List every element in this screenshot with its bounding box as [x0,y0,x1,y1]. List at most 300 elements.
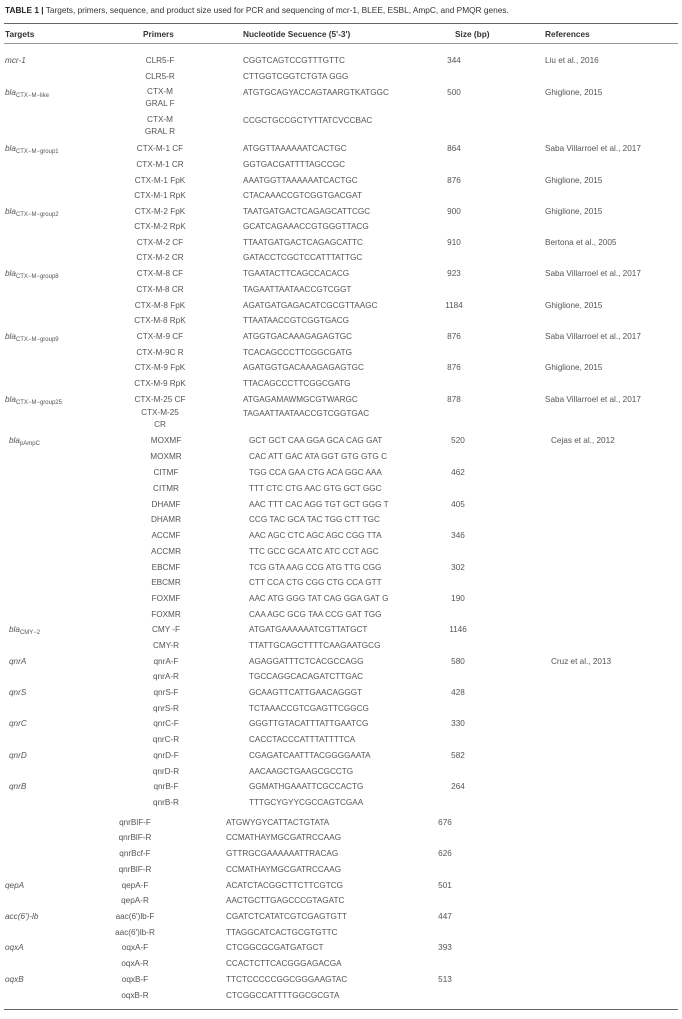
primer-name: qepA-R [121,896,149,905]
primer-name: CTX-M-9 RpK [134,379,186,388]
cell-sequence: AGAGGATTTCTCACGCCAGG [249,657,364,666]
cell-size: 405 [451,500,465,509]
target-name: bla [5,332,16,341]
primer-name: CITMF [153,468,179,477]
table-row [0,717,682,730]
table-top-rule [4,23,678,24]
cell-sequence: TTAATGATGACTCAGAGCATTC [243,238,363,247]
primer-name: CITMR [153,484,179,493]
cell-primer [90,926,180,939]
table-row [0,941,682,954]
primer-name: CTX-M-2 FpK [134,207,186,216]
cell-primer [115,361,205,374]
primer-name: qnrBlF-F [119,818,151,827]
cell-target [5,910,38,923]
cell-sequence: ATGTGCAGYACCAGTAARGTKATGGC [243,88,389,97]
cell-size: 393 [438,943,452,952]
cell-primer [115,158,205,171]
cell-primer [121,686,211,699]
cell-sequence: GGMATHGAAATTCGCCACTG [249,782,364,791]
table-row [0,561,682,574]
column-header-targets: Targets [5,29,35,39]
column-header-references: References [545,29,590,39]
primer-name: CTX-M-1 CR [136,160,184,169]
cell-size: 900 [447,207,461,216]
cell-sequence: CACCTACCCATTTATTTTCA [249,735,356,744]
primer-name: CTX-M-1 CF [136,144,184,153]
cell-sequence: AAC AGC CTC AGC AGC CGG TTA [249,531,382,540]
cell-sequence: CTCGGCGCGATGATGCT [226,943,324,952]
target-name: qnrD [9,751,27,760]
cell-reference: Cruz et al., 2013 [551,657,612,666]
cell-primer [115,236,205,249]
cell-sequence: ATGAGAMAWMGCGTWARGC [243,395,358,404]
table-row [0,407,682,429]
primer-name: CTX-M-2 CR [136,253,184,262]
column-header-sequence: Nucleotide Secuence (5'-3') [243,29,351,39]
primer-name: FOXMF [151,594,181,603]
table-row [0,608,682,621]
cell-sequence: AACAAGCTGAAGCGCCTG [249,767,354,776]
cell-primer [115,393,205,406]
target-name: qnrS [9,688,27,697]
target-name: qnrA [9,657,27,666]
cell-sequence: TCG GTA AAG CCG ATG TTG CGG [249,563,382,572]
cell-sequence: AGATGATGAGACATCGCGTTAAGC [243,301,378,310]
primer-name: CTX-M-8 RpK [134,316,186,325]
cell-primer [115,251,205,264]
primer-name: DHAMR [150,515,182,524]
cell-primer [90,879,180,892]
cell-size: 582 [451,751,465,760]
table-bottom-rule [4,1009,678,1010]
table-row [0,926,682,939]
cell-primer [115,220,205,233]
cell-size: 864 [447,144,461,153]
cell-sequence: TGAATACTTCAGCCACACG [243,269,350,278]
target-name: bla [9,436,20,445]
table-row [0,174,682,187]
cell-sequence: TTATTGCAGCTTTTCAAGAATGCG [249,641,381,650]
primer-name: CMY -F [151,625,181,634]
cell-sequence: ATGWYGYCATTACTGTATA [226,818,330,827]
table-row [0,513,682,526]
table-header-rule [4,43,678,44]
cell-sequence: TTAGGCATCACTGCGTGTTC [226,928,338,937]
cell-sequence: CTACAAACCGTCGGTGACGAT [243,191,362,200]
target-subscript: CTX−M−group1 [15,149,59,155]
cell-target [9,686,26,699]
cell-primer [121,482,211,495]
table-row [0,283,682,296]
cell-sequence: TAGAATTAATAACCGTCGGT [243,285,352,294]
cell-reference: Saba Villarroel et al., 2017 [545,395,641,404]
cell-sequence: TTC GCC GCA ATC ATC CCT AGC [249,547,379,556]
cell-target [5,142,59,159]
cell-sequence: TTACAGCCCTTCGGCGATG [243,379,351,388]
table-row [0,780,682,793]
cell-primer [121,561,211,574]
primer-name: oqxB-F [121,975,149,984]
cell-target [9,434,40,451]
column-header-size: Size (bp) [455,29,490,39]
cell-primer [121,717,211,730]
primer-name: CTX-M-1 FpK [134,176,186,185]
target-subscript: CTX−M−like [15,93,49,99]
primer-name-line2: CR [154,420,166,429]
table-row [0,765,682,778]
target-subscript: CTX−M−group2 [15,212,59,218]
cell-primer [121,639,211,652]
primer-name: qnrBlF-R [118,833,152,842]
cell-primer [121,765,211,778]
primer-name: FOXMR [151,610,181,619]
cell-primer [121,434,211,447]
primer-name: oqxB-R [121,991,149,1000]
cell-primer [121,576,211,589]
table-row [0,314,682,327]
primer-name: qnrS-F [153,688,179,697]
primer-name: CTX-M-2 RpK [134,222,186,231]
cell-primer [90,941,180,954]
cell-sequence: ATGGTTAAAAAATCACTGC [243,144,347,153]
cell-size: 302 [451,563,465,572]
cell-size: 500 [447,88,461,97]
target-subscript: CTX−M−group9 [15,337,59,343]
table-row [0,686,682,699]
table-row [0,220,682,233]
cell-sequence: GCAAGTTCATTGAACAGGGT [249,688,363,697]
primer-name: CTX-M-8 CR [136,285,184,294]
table-row [0,377,682,390]
cell-target [5,86,49,103]
cell-primer [115,70,205,83]
table-row [0,434,682,447]
table-row [0,670,682,683]
primer-name: DHAMF [151,500,181,509]
cell-sequence: AAC TTT CAC AGG TGT GCT GGG T [249,500,389,509]
table-row [0,529,682,542]
cell-sequence: ATGATGAAAAAATCGTTATGCT [249,625,368,634]
cell-primer [121,450,211,463]
cell-size: 923 [447,269,461,278]
primer-name: CTX-M [147,87,173,96]
cell-primer [121,733,211,746]
cell-sequence: AGATGGTGACAAAGAGAGTGC [243,363,364,372]
table-row [0,482,682,495]
cell-primer [121,608,211,621]
cell-size: 876 [447,176,461,185]
target-name: acc(6')-lb [5,912,39,921]
cell-size: 447 [438,912,452,921]
table-row [0,189,682,202]
table-row [0,54,682,67]
table-row [0,346,682,359]
cell-size: 462 [451,468,465,477]
table-row [0,299,682,312]
primer-name: qepA-F [121,881,149,890]
cell-target [9,749,27,762]
cell-target [5,879,24,892]
target-name: bla [5,144,16,153]
cell-primer [115,114,205,138]
cell-sequence: TCACAGCCCTTCGGCGATG [243,348,353,357]
cell-primer [121,796,211,809]
primer-name: CLR5-R [145,72,175,81]
table-row [0,361,682,374]
cell-size: 520 [451,436,465,445]
primer-name: aac(6')lb-R [115,928,155,937]
primer-name: qnrS-R [153,704,179,713]
table-row [0,251,682,264]
cell-size: 1184 [445,301,463,310]
cell-size: 428 [451,688,465,697]
primer-name: ACCMF [151,531,181,540]
table-caption [5,5,677,15]
primer-name: oqxA-R [121,959,149,968]
cell-target [9,655,26,668]
cell-primer [115,205,205,218]
target-name: bla [9,625,20,634]
cell-sequence: CAA AGC GCG TAA CCG GAT TGG [249,610,382,619]
cell-primer [121,749,211,762]
cell-size: 626 [438,849,452,858]
cell-primer [115,314,205,327]
cell-primer [115,299,205,312]
primer-name: CTX-M-8 CF [136,269,184,278]
table-row [0,796,682,809]
cell-sequence: GCATCAGAAACCGTGGGTTACG [243,222,369,231]
cell-primer [115,377,205,390]
cell-sequence: CCACTCTTCACGGGAGACGA [226,959,342,968]
cell-primer [90,957,180,970]
primer-name: CLR5-F [145,56,175,65]
primer-name: CTX-M-2 CF [136,238,184,247]
cell-size: 346 [451,531,465,540]
table-label: TABLE 1 | [5,5,44,15]
cell-sequence: CCMATHAYMGCGATRCCAAG [226,865,342,874]
target-name: bla [5,395,16,404]
primer-name: MOXMF [150,436,182,445]
cell-size: 876 [447,332,461,341]
table-row [0,863,682,876]
cell-sequence: AACTGCTTGAGCCCGTAGATC [226,896,345,905]
cell-sequence: GATACCTCGCTCCATTTATTGC [243,253,363,262]
cell-size: 1146 [449,625,467,634]
primer-name: qnrD-R [152,767,180,776]
cell-sequence: GTTRGCGAAAAAATTRACAG [226,849,339,858]
table-row [0,142,682,155]
cell-primer [115,407,205,431]
primer-name: CTX-M-25 CF [134,395,186,404]
cell-primer [90,831,180,844]
cell-sequence: GCT GCT CAA GGA GCA CAG GAT [249,436,383,445]
table-row [0,910,682,923]
cell-primer [121,670,211,683]
cell-sequence: GGTGACGATTTTAGCCGC [243,160,346,169]
primer-name: qnrBcf-F [119,849,151,858]
cell-primer [115,189,205,202]
table-row [0,847,682,860]
primer-name: EBCMR [151,578,181,587]
table-row [0,623,682,636]
table-row [0,639,682,652]
cell-primer [115,346,205,359]
cell-size: 501 [438,881,452,890]
cell-sequence: TGG CCA GAA CTG ACA GGC AAA [249,468,382,477]
cell-reference: Saba Villarroel et al., 2017 [545,144,641,153]
table-row [0,114,682,136]
cell-primer [115,330,205,343]
cell-primer [121,623,211,636]
primer-name: CTX-M-9C R [136,348,184,357]
cell-target [5,54,26,67]
table-row [0,86,682,108]
cell-target [5,941,24,954]
primer-name: qnrC-R [152,735,180,744]
table-row [0,749,682,762]
cell-target [9,623,40,640]
cell-primer [115,283,205,296]
cell-sequence: TAATGATGACTCAGAGCATTCGC [243,207,371,216]
table-row [0,879,682,892]
target-name: mcr-1 [5,56,26,65]
cell-sequence: CAC ATT GAC ATA GGT GTG GTG C [249,452,387,461]
cell-sequence: TTAATAACCGTCGGTGACG [243,316,349,325]
cell-sequence: CTT CCA CTG CGG CTG CCA GTT [249,578,382,587]
table-row [0,592,682,605]
cell-reference: Saba Villarroel et al., 2017 [545,269,641,278]
cell-size: 190 [451,594,465,603]
cell-sequence: CGAGATCAATTTACGGGGAATA [249,751,371,760]
cell-sequence: CCG TAC GCA TAC TGG CTT TGC [249,515,380,524]
cell-target [5,330,59,347]
primer-name: CTX-M [147,115,173,124]
cell-primer [121,466,211,479]
target-name: qnrC [9,719,27,728]
cell-sequence: ATGGTGACAAAGAGAGTGC [243,332,353,341]
cell-reference: Ghiglione, 2015 [545,301,603,310]
table-caption-text: Targets, primers, sequence, and product size used for PCR and sequencing of mcr-1, BLEE, ESBL, AmpC, and PMQR genes. [43,5,509,15]
cell-sequence: CTCGGCCATTTTGGCGCGTA [226,991,340,1000]
cell-size: 878 [447,395,461,404]
table-row [0,205,682,218]
cell-primer [121,780,211,793]
primer-name: qnrB-F [153,782,179,791]
cell-sequence: CGGTCAGTCCGTTTGTTC [243,56,345,65]
table-row [0,450,682,463]
primer-name: aac(6')lb-F [115,912,155,921]
cell-primer [121,529,211,542]
cell-size: 513 [438,975,452,984]
cell-reference: Liu et al., 2016 [545,56,599,65]
cell-sequence: GGGTTGTACATTTATTGAATCG [249,719,369,728]
table-row [0,894,682,907]
cell-sequence: CCGCTGCCGCTYTTATCVCCBAC [243,116,373,125]
cell-sequence: ACATCTACGGCTTCTTCGTCG [226,881,344,890]
table-row [0,831,682,844]
cell-primer [121,702,211,715]
cell-reference: Bertona et al., 2005 [545,238,617,247]
cell-primer [90,973,180,986]
cell-target [9,780,26,793]
target-name: oqxA [5,943,24,952]
cell-sequence: TTCTCCCCCGGCGGGAAGTAC [226,975,348,984]
primer-name: qnrA-R [153,672,179,681]
table-row [0,973,682,986]
cell-primer [115,54,205,67]
table-row [0,733,682,746]
cell-primer [121,592,211,605]
table-row [0,236,682,249]
primer-name: qnrA-F [153,657,179,666]
cell-size: 264 [451,782,465,791]
cell-size: 580 [451,657,465,666]
cell-sequence: TAGAATTAATAACCGTCGGTGAC [243,409,370,418]
target-name: oqxB [5,975,24,984]
primer-name: CTX-M-1 RpK [134,191,186,200]
table-row [0,545,682,558]
target-subscript: CTX−M−group8 [15,274,59,280]
primer-name-line2: GRAL R [144,127,176,136]
primer-name: qnrD-F [153,751,179,760]
target-name: qnrB [9,782,27,791]
primer-name: CTX-M-9 CF [136,332,184,341]
cell-primer [90,847,180,860]
cell-primer [121,655,211,668]
cell-primer [121,513,211,526]
cell-reference: Ghiglione, 2015 [545,363,603,372]
cell-reference: Ghiglione, 2015 [545,88,603,97]
table-row [0,957,682,970]
primer-name: CTX-M-9 FpK [134,363,186,372]
target-subscript: pAmpC [19,441,40,447]
table-row [0,576,682,589]
primer-name: EBCMF [151,563,181,572]
cell-reference: Ghiglione, 2015 [545,176,603,185]
cell-primer [90,863,180,876]
cell-primer [121,498,211,511]
cell-size: 910 [447,238,461,247]
cell-sequence: AAATGGTTAAAAAATCACTGC [243,176,358,185]
primer-name: MOXMR [150,452,182,461]
target-name: qepA [5,881,25,890]
cell-sequence: CGATCTCATATCGTCGAGTGTT [226,912,347,921]
cell-primer [115,86,205,110]
primer-name: CMY-R [152,641,180,650]
cell-sequence: TTT CTC CTG AAC GTG GCT GGC [249,484,382,493]
table-row [0,267,682,280]
cell-sequence: AAC ATG GGG TAT CAG GGA GAT G [249,594,389,603]
cell-primer [90,894,180,907]
cell-target [5,973,24,986]
cell-sequence: CTTGGTCGGTCTGTA GGG [243,72,349,81]
table-row [0,466,682,479]
column-header-primers: Primers [143,29,174,39]
target-name: bla [5,207,16,216]
table-row [0,498,682,511]
cell-target [9,717,27,730]
cell-reference: Saba Villarroel et al., 2017 [545,332,641,341]
cell-target [5,267,59,284]
cell-primer [115,267,205,280]
cell-primer [90,816,180,829]
primer-name: CTX-M-25 [141,408,179,417]
target-name: bla [5,269,16,278]
cell-reference: Cejas et al., 2012 [551,436,615,445]
table-row [0,393,682,406]
table-row [0,655,682,668]
